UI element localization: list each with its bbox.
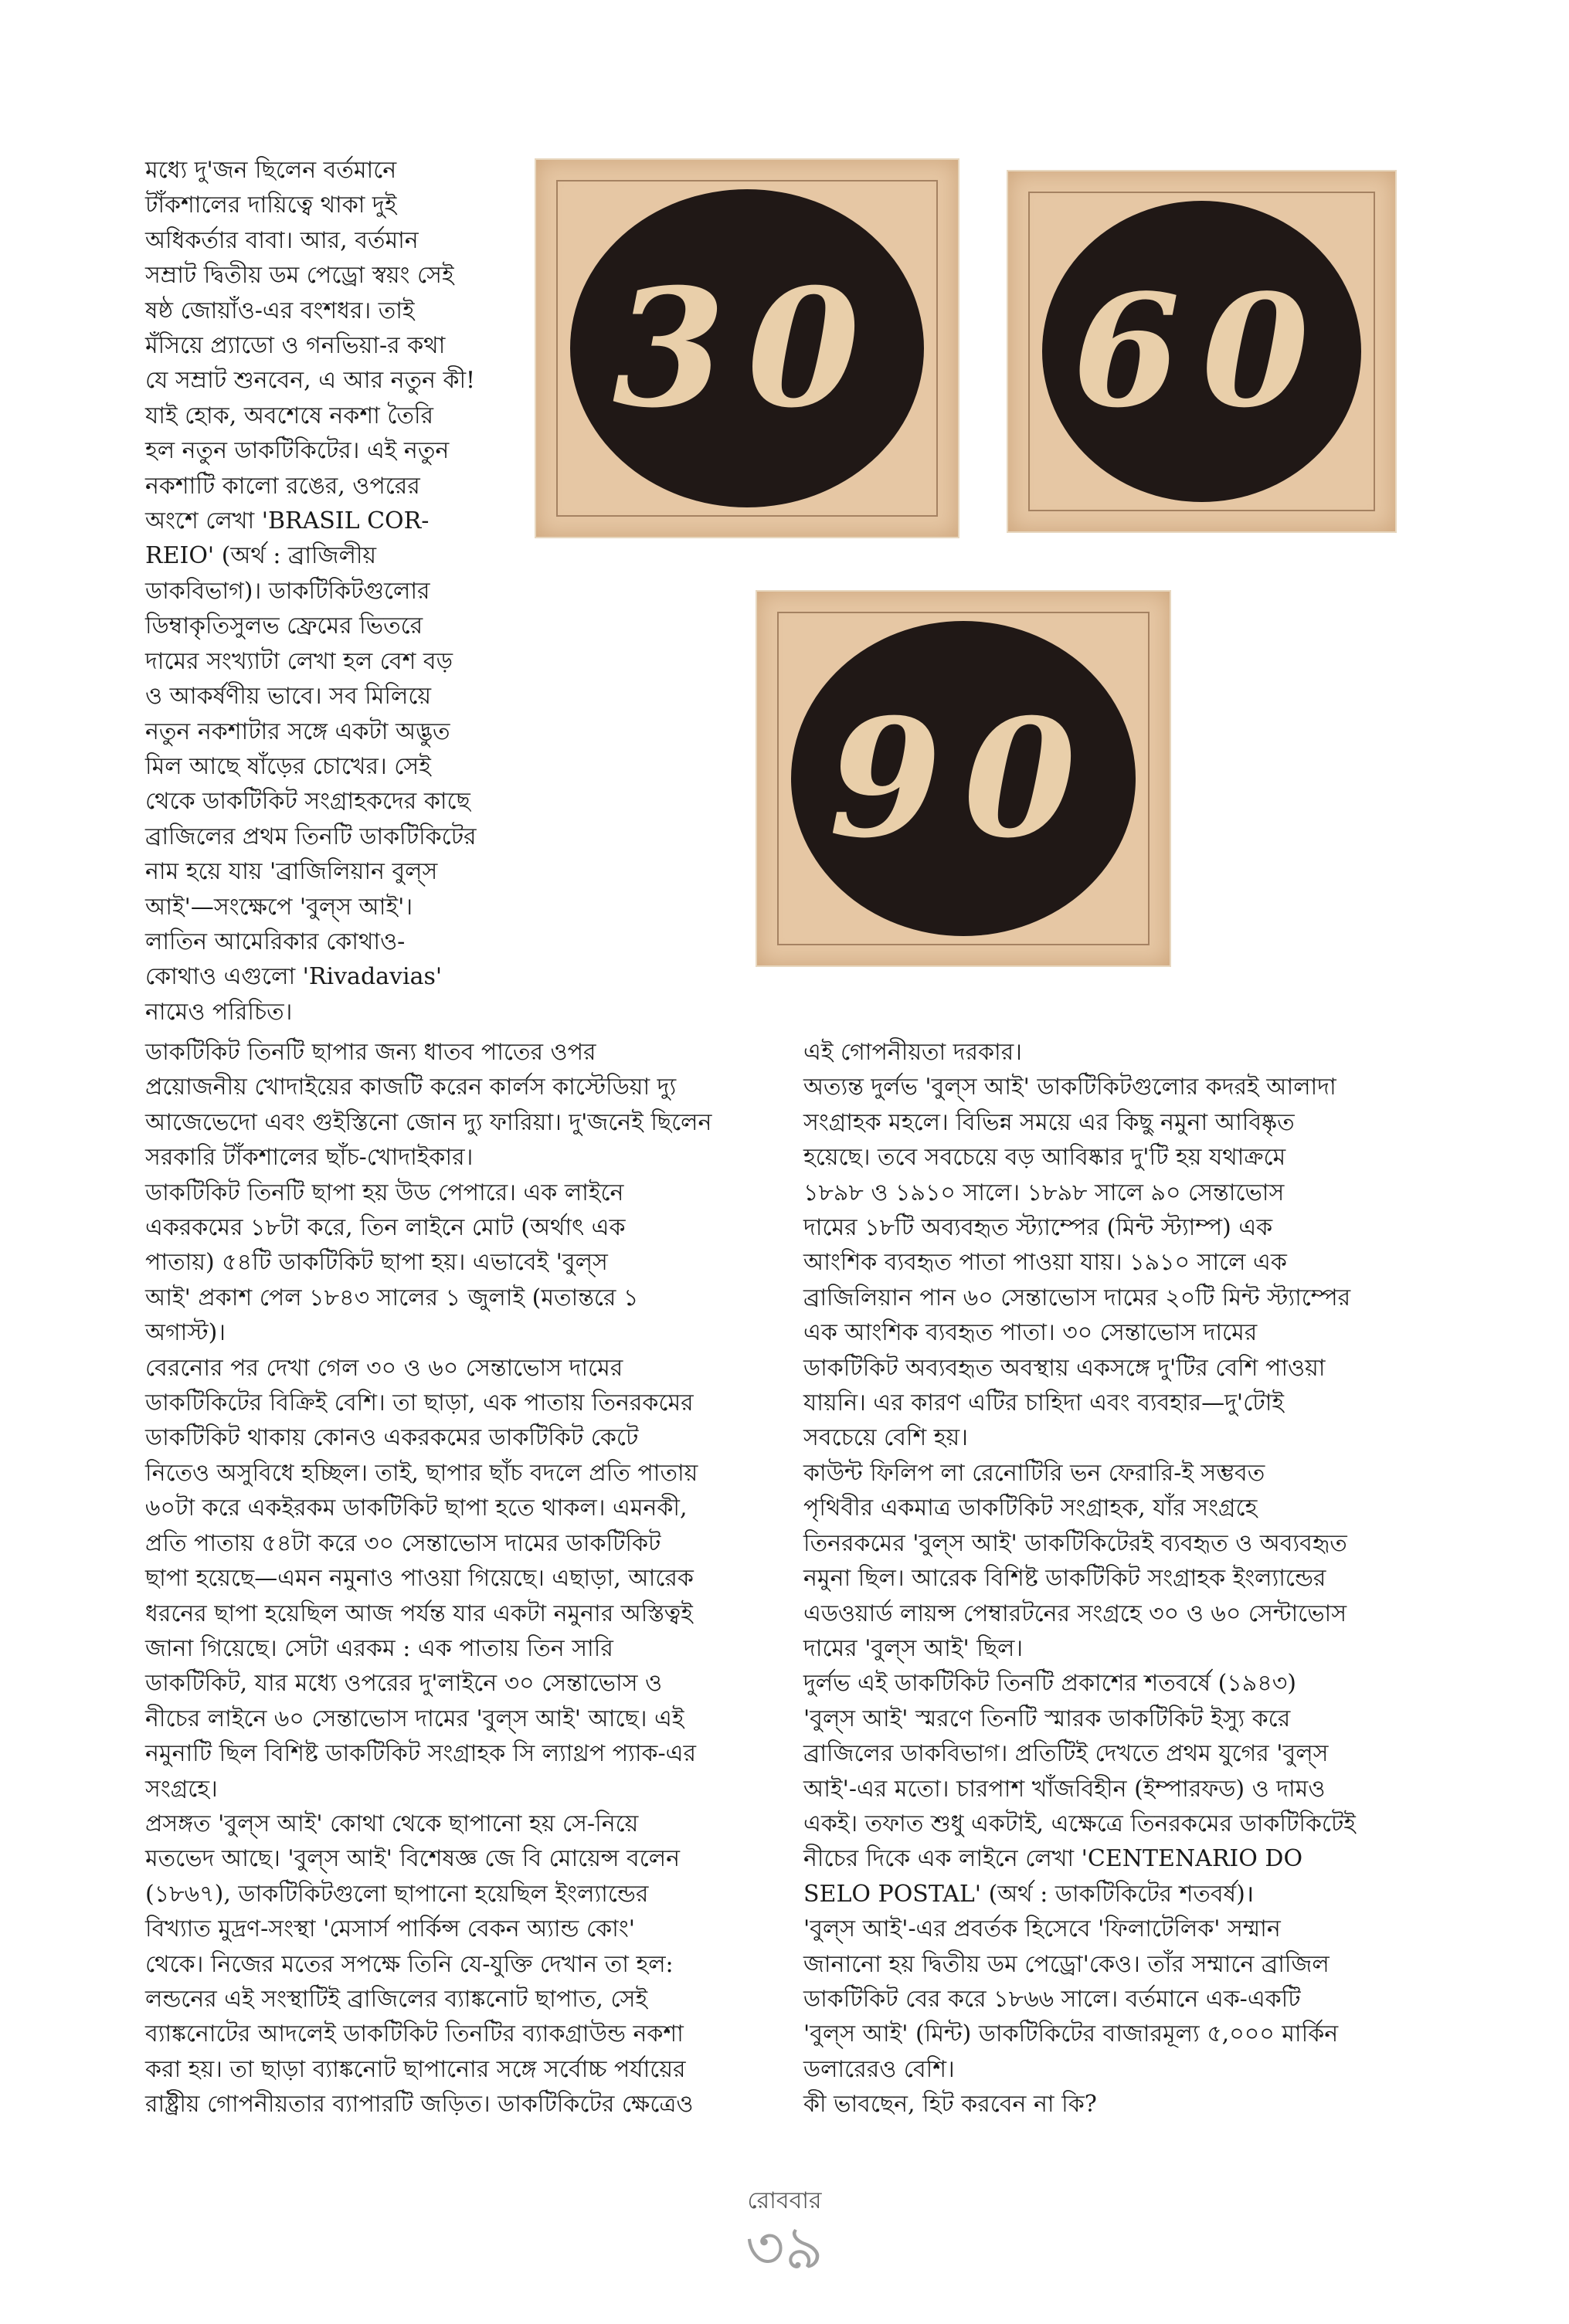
magazine-name: রোববার <box>747 2187 822 2214</box>
right-column-text: এই গোপনীয়তা দরকার। অত্যন্ত দুর্লভ 'বুল্‌স আই' ডাকটিকিটগুলোর কদরই আলাদা সংগ্রাহক মহলে। বিভিন্ন সময়ে এর কিছু নমুনা আবিষ্কৃত হয়েছে। তবে সবচেয়ে বড় আবিষ্কার দু'টি হয় যথাক্রমে ১৮৯৮ ও ১৯১০ সালে। ১৮৯৮ সালে ৯০ সেন্তাভোস দামের ১৮টি অব্যবহৃত স্ট্যাম্পের (মিন্ট স্ট্যাম্প) এক আংশিক ব্যবহৃত পাতা পাওয়া যায়। ১৯১০ সালে এক ব্রাজিলিয়ান পান ৬০ সেন্তাভোস দামের ২০টি মিন্ট স্ট্যাম্পের এক আংশিক ব্যবহৃত পাতা। ৩০ সেন্তাভোস দামের ডাকটিকিট অব্যবহৃত অবস্থায় একসঙ্গে দু'টির বেশি পাওয়া যায়নি। এর কারণ এটির চাহিদা এবং ব্যবহার—দু'টোই সবচেয়ে বেশি হয়। কাউন্ট ফিলিপ লা রেনোটিরি ভন ফেরারি-ই সম্ভবত পৃথিবীর একমাত্র ডাকটিকিট সংগ্রাহক, যাঁর সংগ্রহে তিনরকমের 'বুল্‌স আই' ডাকটিকিটেরই ব্যবহৃত ও অব্যবহৃত নমুনা ছিল। আরেক বিশিষ্ট ডাকটিকিট সংগ্রাহক ইংল্যান্ডের এডওয়ার্ড লায়ন্স পেম্বারটনের সংগ্রহে ৩০ ও ৬০ সেন্টাভোস দামের 'বুল্‌স আই' ছিল। দুর্লভ এই ডাকটিকিট তিনটি প্রকাশের শতবর্ষে (১৯৪৩) 'বুল্‌স আই' স্মরণে তিনটি স্মারক ডাকটিকিট ইস্যু করে ব্রাজিলের ডাকবিভাগ। প্রতিটিই দেখতে প্রথম যুগের 'বুল্‌স আই'-এর মতো। চারপাশ খাঁজবিহীন (ইম্পারফড) ও দামও একই। তফাত শুধু একটাই, এক্ষেত্রে তিনরকমের ডাকটিকিটেই নীচের দিকে এক লাইনে লেখা 'CENTENARIO DO SELO POSTAL' (অর্থ : ডাকটিকিটের শতবর্ষ)। 'বুল্‌স আই'-এর প্রবর্তক হিসেবে 'ফিলাটেলিক' সম্মান জানানো হয় দ্বিতীয় ডম পেড্রো'কেও। তাঁর সম্মানে ব্রাজিল ডাকটিকিট বের করে ১৮৬৬ সালে। বর্তমানে এক-একটি 'বুল্‌স আই' (মিন্ট) ডাকটিকিটের বাজারমূল্য ৫,০০০ মার্কিন ডলারেরও বেশি। কী ভাবছেন, হিট করবেন না কি? <box>803 1039 1356 2119</box>
left-column-text: ডাকটিকিট তিনটি ছাপার জন্য ধাতব পাতের ওপর প্রয়োজনীয় খোদাইয়ের কাজটি করেন কার্লস কাস্টেডিয়া দ্যু আজেভেদো এবং গুইস্তিনো জোন দ্যু ফারিয়া। দু'জনেই ছিলেন সরকারি টাঁকশালের ছাঁচ-খোদাইকার। ডাকটিকিট তিনটি ছাপা হয় উড পেপারে। এক লাইনে একরকমের ১৮টা করে, তিন লাইনে মোট (অর্থাৎ এক পাতায়) ৫৪টি ডাকটিকিট ছাপা হয়। এভাবেই 'বুল্‌স আই' প্রকাশ পেল ১৮৪৩ সালের ১ জুলাই (মতান্তরে ১ অগাস্ট)। বেরনোর পর দেখা গেল ৩০ ও ৬০ সেন্তাভোস দামের ডাকটিকিটের বিক্রিই বেশি। তা ছাড়া, এক পাতায় তিনরকমের ডাকটিকিট থাকায় কোনও একরকমের ডাকটিকিট কেটে নিতেও অসুবিধে হচ্ছিল। তাই, ছাপার ছাঁচ বদলে প্রতি পাতায় ৬০টা করে একইরকম ডাকটিকিট ছাপা হতে থাকল। এমনকী, প্রতি পাতায় ৫৪টা করে ৩০ সেন্তাভোস দামের ডাকটিকিট ছাপা হয়েছে—এমন নমুনাও পাওয়া গিয়েছে। এছাড়া, আরেক ধরনের ছাপা হয়েছিল আজ পর্যন্ত যার একটা নমুনার অস্তিত্বই জানা গিয়েছে। সেটা এরকম : এক পাতায় তিন সারি ডাকটিকিট, যার মধ্যে ওপরের দু'লাইনে ৩০ সেন্তাভোস ও নীচের লাইনে ৬০ সেন্তাভোস দামের 'বুল্‌স আই' আছে। এই নমুনাটি ছিল বিশিষ্ট ডাকটিকিট সংগ্রাহক সি ল্যাথ্রপ প্যাক-এর সংগ্রহে। প্রসঙ্গত 'বুল্‌স আই' কোথা থেকে ছাপানো হয় সে-নিয়ে মতভেদ আছে। 'বুল্‌স আই' বিশেষজ্ঞ জে বি মোয়েন্স বলেন (১৮৬৭), ডাকটিকিটগুলো ছাপানো হয়েছিল ইংল্যান্ডের বিখ্যাত মুদ্রণ-সংস্থা 'মেসার্স পার্কিন্স বেকন অ্যান্ড কোং' থেকে। নিজের মতের সপক্ষে তিনি যে-যুক্তি দেখান তা হল: লন্ডনের এই সংস্থাটিই ব্রাজিলের ব্যাঙ্কনোট ছাপাত, সেই ব্যাঙ্কনোটের আদলেই ডাকটিকিট তিনটির ব্যাকগ্রাউন্ড নকশা করা হয়। তা ছাড়া ব্যাঙ্কনোট ছাপানোর সঙ্গে সর্বোচ্চ পর্যায়ের রাষ্ট্রীয় গোপনীয়তার ব্যাপারটি জড়িত। ডাকটিকিটের ক্ষেত্রেও <box>145 1039 712 2119</box>
stamp-oval <box>1042 201 1361 502</box>
intro-paragraph: মধ্যে দু'জন ছিলেন বর্তমানে টাঁকশালের দায়িত্বে থাকা দুই অধিকর্তার বাবা। আর, বর্তমান সম্রাট দ্বিতীয় ডম পেড্রো স্বয়ং সেই ষষ্ঠ জোয়াঁও-এর বংশধর। তাই মঁসিয়ে প্র্যাডো ও গনভিয়া-র কথা যে সম্রাট শুনবেন, এ আর নতুন কী! যাই হোক, অবশেষে নকশা তৈরি হল নতুন ডাকটিকিটের। এই নতুন নকশাটি কালো রঙের, ওপরের অংশে লেখা 'BRASIL COR- REIO' (অর্থ : ব্রাজিলীয় ডাকবিভাগ)। ডাকটিকিটগুলোর ডিম্বাকৃতিসুলভ ফ্রেমের ভিতরে দামের সংখ্যাটা লেখা হল বেশ বড় ও আকর্ষণীয় ভাবে। সব মিলিয়ে নতুন নকশাটার সঙ্গে একটা অদ্ভুত মিল আছে ষাঁড়ের চোখের। সেই থেকে ডাকটিকিট সংগ্রাহকদের কাছে ব্রাজিলের প্রথম তিনটি ডাকটিকিটের নাম হয়ে যায় 'ব্রাজিলিয়ান বুল্‌স আই'—সংক্ষেপে 'বুল্‌স আই'। লাতিন আমেরিকার কোথাও- কোথাও এগুলো 'Rivadavias' নামেও পরিচিত। <box>145 157 477 1026</box>
stamp-value: 60 <box>1072 260 1331 443</box>
page-number: ৩৯ <box>745 2214 824 2283</box>
stamp-90-image <box>756 590 1171 967</box>
stamp-oval <box>791 621 1136 936</box>
stamp-value: 90 <box>828 683 1099 874</box>
stamp-60-image <box>1007 170 1397 533</box>
stamp-oval <box>570 189 924 507</box>
stamp-30-image <box>535 158 959 538</box>
stamp-value: 30 <box>612 253 882 444</box>
